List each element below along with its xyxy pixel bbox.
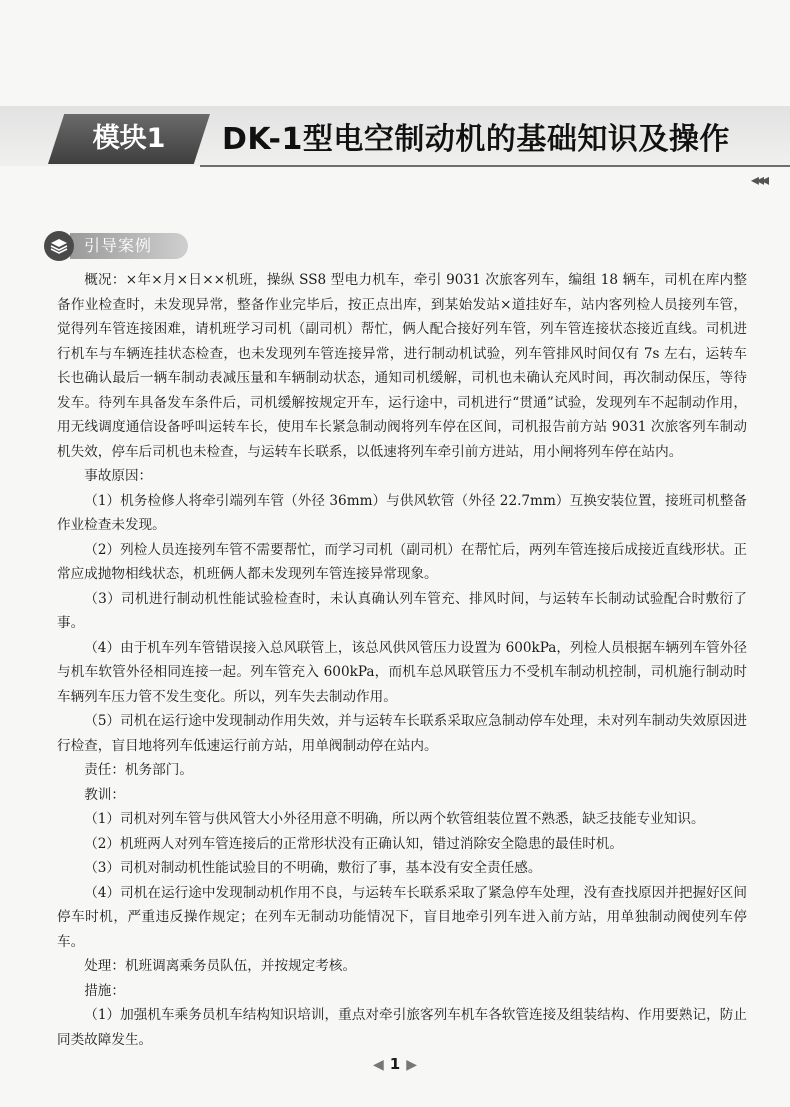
module-label: 模块1 <box>92 123 166 154</box>
next-page-icon: ▶ <box>406 1057 417 1073</box>
paragraph-cause-3: （3）司机进行制动机性能试验检查时，未认真确认列车管充、排风时间，与运转车长制动试验配合时敷衍了事。 <box>57 590 747 631</box>
paragraph-cause-heading: 事故原因： <box>84 468 153 484</box>
paragraph-cause-2: （2）列检人员连接列车管不需要帮忙，而学习司机（副司机）在帮忙后，两列车管连接后成接近直线形状。正常应成抛物相线状态，机班俩人都未发现列车管连接异常现象。 <box>57 541 747 582</box>
module-title: DK-1型电空制动机的基础知识及操作 <box>222 122 730 157</box>
paragraph-measures-heading: 措施： <box>84 982 125 999</box>
header-divider <box>200 165 790 167</box>
paragraph-lesson-heading: 教训： <box>84 786 125 803</box>
paragraph-cause-1: （1）机务检修人将牵引端列车管（外径 36mm）与供风软管（外径 22.7mm）互换安装位置，接班司机整备作业检查未发现。 <box>57 492 747 533</box>
module-header <box>0 100 790 180</box>
paragraph-measure-1: （1）加强机车乘务员机车结构知识培训，重点对牵引旅客列车机车各软管连接及组装结构、作用要熟记，防止同类故障发生。 <box>57 1007 747 1048</box>
paragraph-cause-5: （5）司机在运行途中发现制动作用失效，并与运转车长联系采取应急制动停车处理，未对列车制动失效原因进行检查，盲目地将列车低速运行前方站，用单阀制动停在站内。 <box>57 713 747 754</box>
paragraph-overview: 概况：×年×月×日××机班，操纵 SS8 型电力机车，牵引 9031 次旅客列车，编组 18 辆车，司机在库内整备作业检查时，未发现异常，整备作业完毕后，按正点出库，到某始发站×道挂好车，站内客列检人员接列车管，觉得列车管连接困难，请机班学习司机（副司机）帮忙，俩人配合接好列车管，列车管连接状态接近直线。司机进行机车与车辆连挂状态检查，也未发现列车管连接异常，进行制动机试验，列车管排风时间仅有 7s 左右，运转车长也确认最后一辆车制动表减压量和车辆制动状态，通知司机缓解，司机也未确认充风时间，再次制动保压，等待发车。待列车具备发车条件后，司机缓解按规定开车，运行途中，司机进行“贯通”试验，发现列车不起制动作用，用无线调度通信设备呼叫运转车长，使用车长紧急制动阀将列车停在区间，司机报告前方站 9031 次旅客列车制动机失效，停车后司机也未检查，与运转车长联系，以低速将列车牵引前方进站，用小闸将列车停在站内。 <box>57 272 747 460</box>
case-body <box>57 268 747 1052</box>
paragraph-lesson-1: （1）司机对列车管与供风管大小外径用意不明确，所以两个软管组装位置不熟悉，缺乏技能专业知识。 <box>84 811 705 827</box>
paragraph-responsibility: 责任：机务部门。 <box>84 762 193 778</box>
decorative-arrows-icon: ◂◂◂ <box>750 170 766 189</box>
paragraph-handling: 处理：机班调离乘务员队伍，并按规定考核。 <box>84 958 357 974</box>
paragraph-lesson-3: （3）司机对制动机性能试验目的不明确，敷衍了事，基本没有安全责任感。 <box>84 860 542 876</box>
page-number: 1 <box>389 1055 401 1073</box>
paragraph-cause-4: （4）由于机车列车管错误接入总风联管上，该总风供风管压力设置为 600kPa，列检人员根据车辆列车管外径与机车软管外径相同连接一起。列车管充入 600kPa，而机车总风联管压力不受机车制动机控制，司机施行制动时车辆列车压力管不发生变化。所以，列车失去制动作用。 <box>57 639 747 705</box>
page-footer <box>0 1055 790 1073</box>
prev-page-icon: ◀ <box>373 1057 384 1073</box>
layers-icon <box>44 231 74 261</box>
paragraph-lesson-2: （2）机班两人对列车管连接后的正常形状没有正确认知，错过消除安全隐患的最佳时机。 <box>84 835 623 852</box>
paragraph-lesson-4: （4）司机在运行途中发现制动机作用不良，与运转车长联系采取了紧急停车处理，没有查找原因并把握好区间停车时机，严重违反操作规定；在列车无制动功能情况下，盲目地牵引列车进入前方站，用单独制动阀使列车停车。 <box>57 884 747 950</box>
section-label: 引导案例 <box>70 233 188 259</box>
